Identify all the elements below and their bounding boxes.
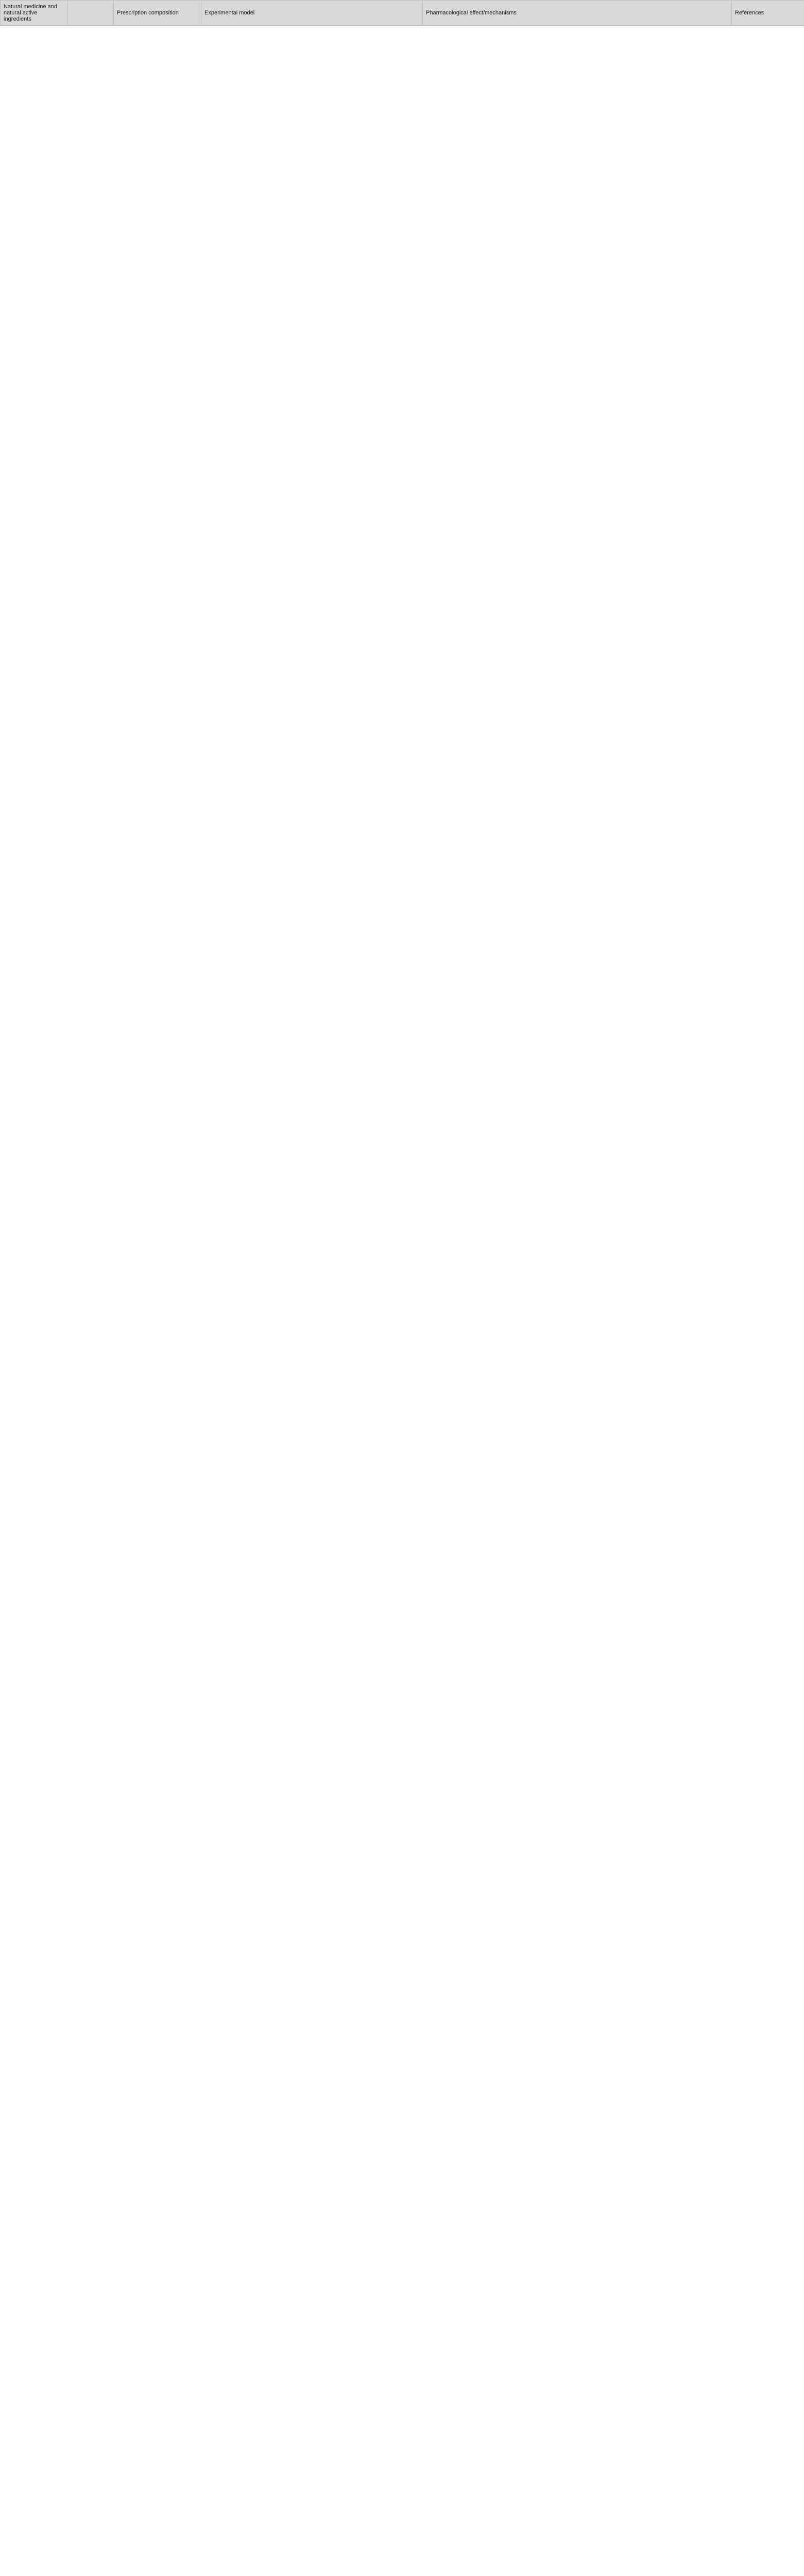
header-cell-model: Experimental model <box>201 1 423 26</box>
data-table <box>0 0 804 26</box>
header-cell-mechanism: Pharmacological effect/mechanisms <box>423 1 732 26</box>
header-row <box>1 1 804 26</box>
header-cell-references: References <box>732 1 804 26</box>
header-cell-subcategory <box>67 1 114 26</box>
header-cell-composition: Prescription composition <box>114 1 201 26</box>
header-cell-category: Natural medicine and natural active ingredients <box>1 1 67 26</box>
